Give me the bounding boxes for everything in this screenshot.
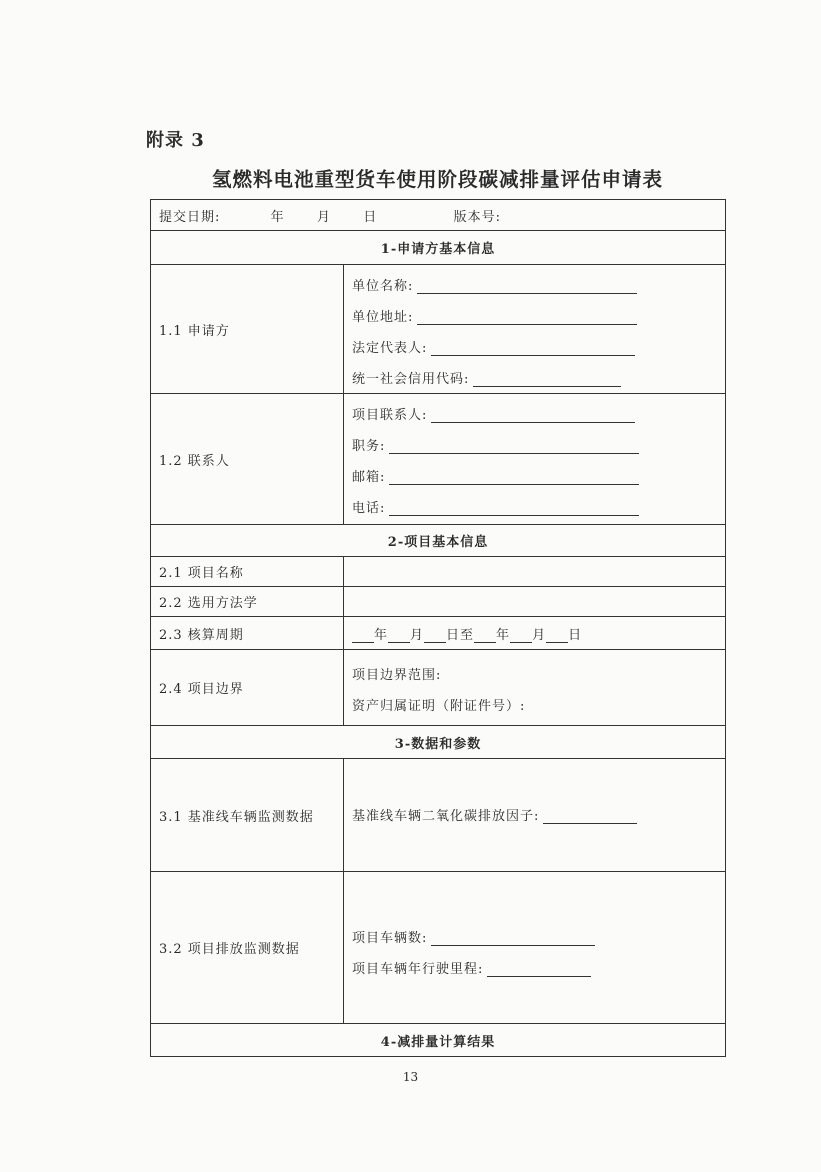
methodology-field[interactable]	[344, 587, 726, 617]
phone-field[interactable]	[389, 501, 639, 516]
baseline-data-fields	[344, 759, 726, 872]
methodology-label: 2.2 选用方法学	[151, 587, 344, 617]
period-day-blank[interactable]	[424, 628, 446, 643]
version-label: 版本号:	[453, 209, 501, 225]
accounting-period-row	[151, 617, 726, 650]
unit-name-label: 单位名称:	[352, 279, 414, 294]
project-name-field[interactable]	[344, 557, 726, 587]
appendix-label: 附录 3	[146, 130, 205, 151]
vehicle-count-label: 项目车辆数:	[352, 930, 428, 946]
submit-row	[151, 200, 726, 231]
project-contact-field[interactable]	[431, 408, 635, 423]
email-label: 邮箱:	[352, 470, 386, 485]
unit-name-field[interactable]	[417, 279, 637, 294]
submit-date-label: 提交日期:	[159, 209, 221, 225]
period-day2-label: 日	[568, 627, 583, 643]
period-month-blank[interactable]	[388, 628, 410, 643]
section-header-results: 4-减排量计算结果	[151, 1024, 726, 1057]
contact-label: 1.2 联系人	[151, 394, 344, 525]
application-form-table	[150, 199, 726, 1057]
boundary-row	[151, 650, 726, 726]
annual-mileage-field[interactable]	[487, 962, 591, 977]
asset-proof-label: 资产归属证明（附证件号）:	[352, 698, 526, 714]
section-header-project: 2-项目基本信息	[151, 525, 726, 557]
baseline-data-row	[151, 759, 726, 872]
page-number: 13	[402, 1070, 419, 1084]
period-month2-blank[interactable]	[510, 628, 532, 643]
email-field[interactable]	[389, 470, 639, 485]
accounting-period-label: 2.3 核算周期	[151, 617, 344, 650]
legal-rep-field[interactable]	[431, 341, 635, 356]
form-title: 氢燃料电池重型货车使用阶段碳减排量评估申请表	[211, 168, 663, 191]
project-emission-row	[151, 872, 726, 1024]
vehicle-count-field[interactable]	[431, 931, 595, 946]
baseline-data-label: 3.1 基准线车辆监测数据	[151, 759, 344, 872]
unit-address-label: 单位地址:	[352, 310, 414, 325]
period-day-to-label: 日至	[446, 627, 475, 643]
submit-cell	[151, 200, 726, 231]
submit-year-label: 年	[270, 209, 285, 225]
accounting-period-field[interactable]	[344, 617, 726, 650]
applicant-fields	[344, 265, 726, 394]
period-year-blank[interactable]	[352, 628, 374, 643]
legal-rep-label: 法定代表人:	[352, 341, 428, 356]
credit-code-label: 统一社会信用代码:	[352, 372, 470, 387]
period-month2-label: 月	[532, 627, 547, 643]
contact-fields	[344, 394, 726, 525]
contact-row	[151, 394, 726, 525]
submit-day-label: 日	[363, 209, 378, 225]
period-year2-label: 年	[496, 627, 511, 643]
unit-address-field[interactable]	[417, 310, 637, 325]
project-emission-fields	[344, 872, 726, 1024]
credit-code-field[interactable]	[473, 372, 621, 387]
applicant-row	[151, 265, 726, 394]
boundary-scope-label: 项目边界范围:	[352, 667, 442, 683]
boundary-fields	[344, 650, 726, 726]
phone-label: 电话:	[352, 501, 386, 516]
project-emission-label: 3.2 项目排放监测数据	[151, 872, 344, 1024]
period-year2-blank[interactable]	[474, 628, 496, 643]
project-name-label: 2.1 项目名称	[151, 557, 344, 587]
period-year-label: 年	[374, 627, 389, 643]
methodology-row	[151, 587, 726, 617]
period-day2-blank[interactable]	[546, 628, 568, 643]
boundary-label: 2.4 项目边界	[151, 650, 344, 726]
baseline-factor-label: 基准线车辆二氧化碳排放因子:	[352, 808, 540, 824]
job-title-label: 职务:	[352, 439, 386, 454]
submit-month-label: 月	[316, 209, 331, 225]
period-month-label: 月	[410, 627, 425, 643]
applicant-label: 1.1 申请方	[151, 265, 344, 394]
section-header-data: 3-数据和参数	[151, 726, 726, 759]
section-header-applicant: 1-申请方基本信息	[151, 231, 726, 265]
annual-mileage-label: 项目车辆年行驶里程:	[352, 961, 484, 977]
project-contact-label: 项目联系人:	[352, 408, 428, 423]
baseline-factor-field[interactable]	[543, 809, 637, 824]
job-title-field[interactable]	[389, 439, 639, 454]
project-name-row	[151, 557, 726, 587]
